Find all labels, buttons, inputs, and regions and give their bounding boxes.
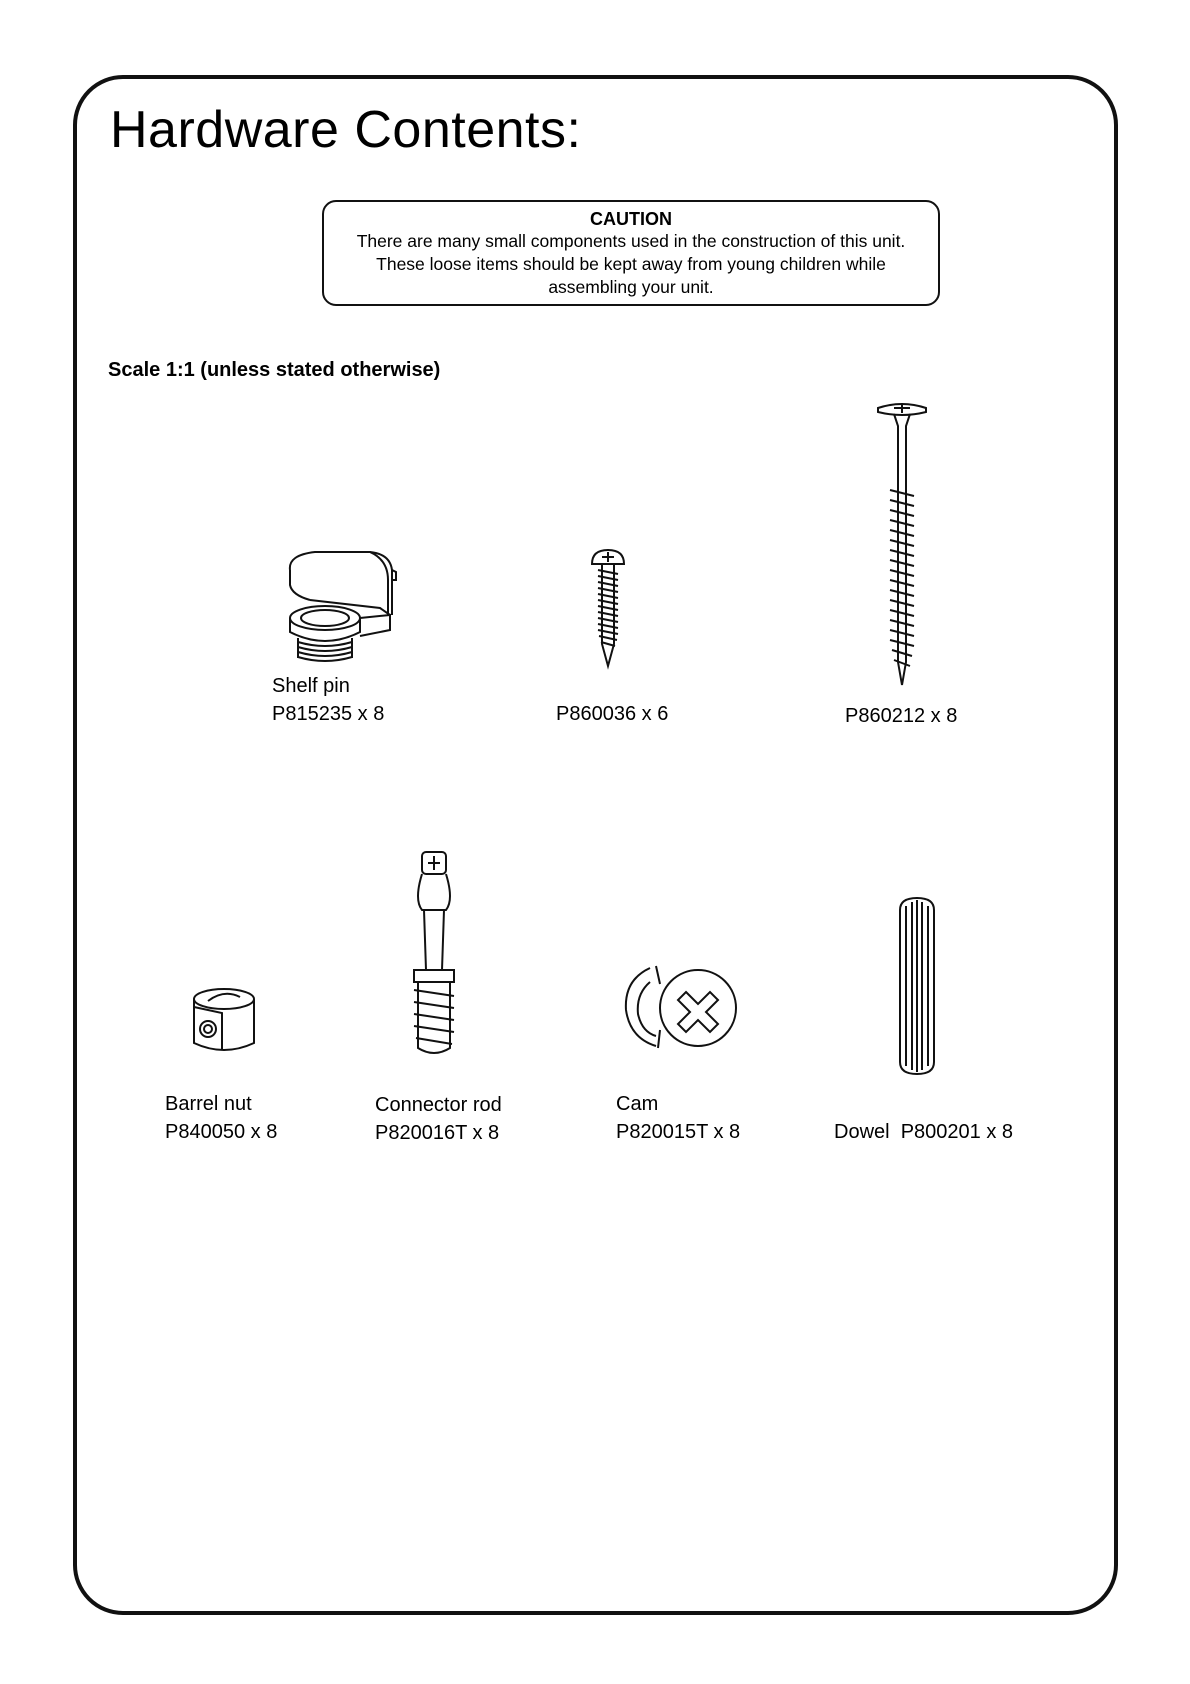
part-code: P840050 x 8 <box>165 1121 278 1143</box>
part-code: P815235 x 8 <box>272 703 385 725</box>
page-frame <box>73 75 1118 1615</box>
dowel-label <box>834 1118 1013 1146</box>
shelf-pin-label <box>272 672 384 728</box>
scale-note: Scale 1:1 (unless stated otherwise) <box>108 359 441 381</box>
part-code: P860036 x 6 <box>556 703 669 725</box>
page-title: Hardware Contents: <box>110 101 582 159</box>
shelf-pin-icon <box>280 540 410 670</box>
barrel-nut-icon <box>186 985 264 1057</box>
connector-rod-icon <box>408 850 460 1060</box>
caution-line: There are many small components used in the construction of this unit. <box>356 231 906 251</box>
caution-box <box>322 200 940 306</box>
part-code: P820015T x 8 <box>616 1121 741 1143</box>
part-code: P860212 x 8 <box>845 705 958 727</box>
part-name: Dowel <box>834 1121 890 1143</box>
long-screw-label <box>845 702 957 730</box>
connector-rod-label <box>375 1091 502 1147</box>
barrel-nut-label <box>165 1090 277 1146</box>
cam-label <box>616 1090 740 1146</box>
part-name: Connector rod <box>375 1094 502 1116</box>
dowel-icon <box>896 896 938 1076</box>
caution-line: These loose items should be kept away from young children while <box>376 254 886 274</box>
caution-line: assembling your unit. <box>548 277 714 297</box>
part-code: P800201 x 8 <box>900 1121 1014 1143</box>
short-screw-icon <box>588 548 628 673</box>
long-screw-icon <box>876 400 928 690</box>
caution-heading: CAUTION <box>590 209 672 229</box>
part-name: Cam <box>616 1093 659 1115</box>
part-code: P820016T x 8 <box>375 1122 500 1144</box>
part-name: Shelf pin <box>272 675 350 697</box>
cam-icon <box>620 960 740 1055</box>
short-screw-label <box>556 700 668 728</box>
part-name: Barrel nut <box>165 1093 252 1115</box>
